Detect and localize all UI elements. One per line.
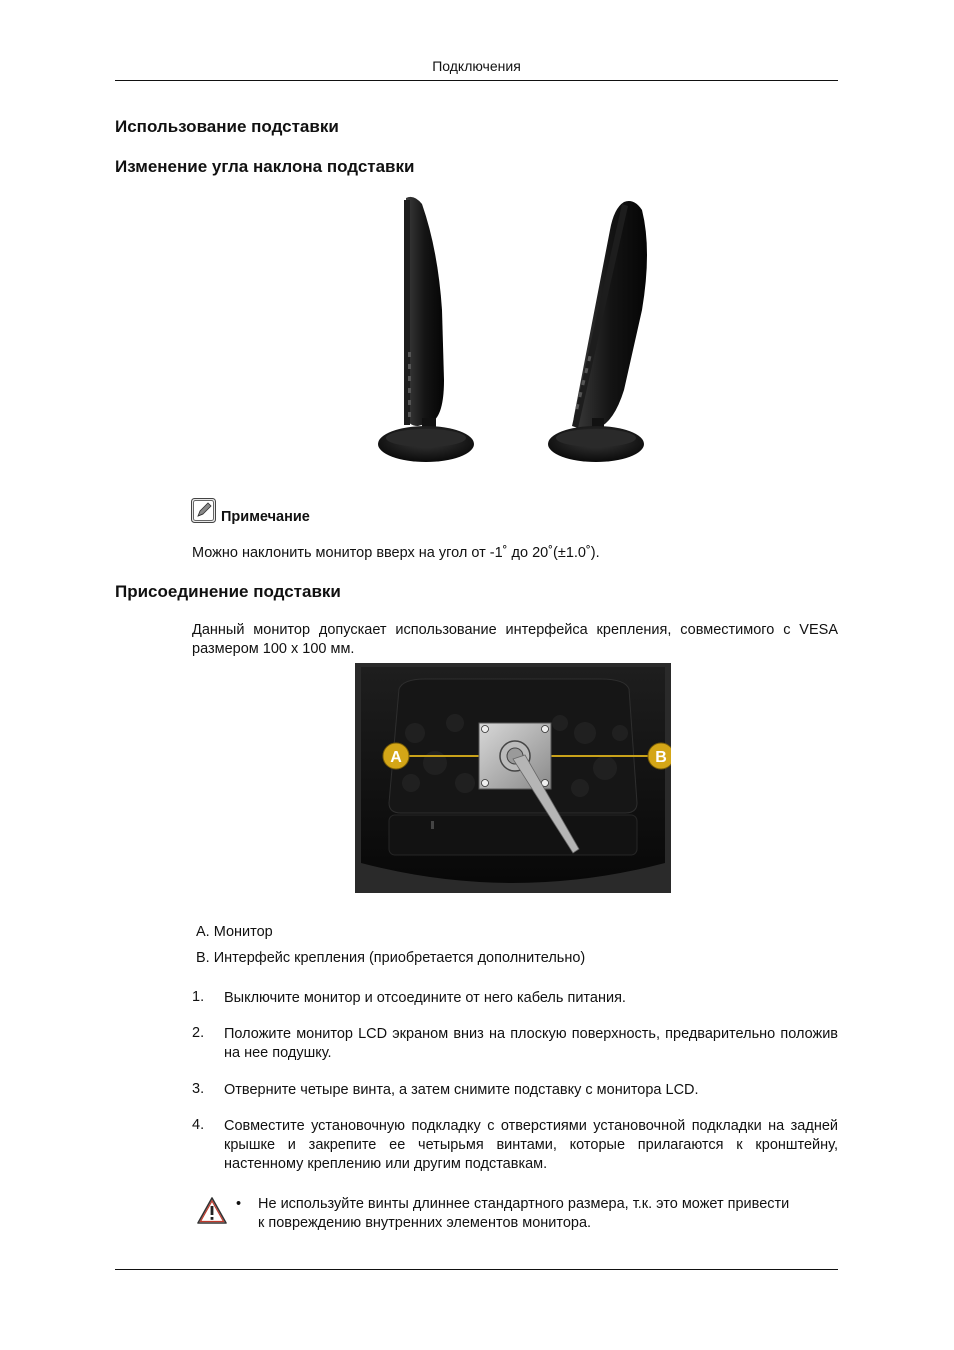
step-text: Совместите установочную подкладку с отверстиями установочной подкладки на задней крышке и закрепите ее четырьмя винтами, которые прилагаются к кронштейну, настенному креплению или другим подставкам. <box>224 1118 838 1172</box>
callout-b-label: B <box>655 749 667 766</box>
warning-bullet: • <box>236 1196 242 1212</box>
vesa-mount-figure <box>355 663 671 893</box>
step-text: Выключите монитор и отсоедините от него кабель питания. <box>224 990 626 1006</box>
step-text: Отверните четыре винта, а затем снимите подставку с монитора LCD. <box>224 1082 699 1098</box>
note-pencil-icon <box>191 498 216 523</box>
step-number: 3. <box>192 1081 205 1097</box>
step-number: 1. <box>192 989 205 1005</box>
warning-triangle-icon <box>196 1196 228 1226</box>
note-text: Можно наклонить монитор вверх на угол от -1˚ до 20˚(±1.0˚). <box>192 545 600 561</box>
footer-rule <box>115 1269 838 1270</box>
attach-intro: Данный монитор допускает использование интерфейса крепления, совместимого с VESA размером 100 x 100 мм. <box>192 622 838 657</box>
step-number: 2. <box>192 1025 205 1041</box>
heading-using-stand: Использование подставки <box>115 117 339 136</box>
heading-attaching-stand: Присоединение подставки <box>115 582 341 601</box>
header-rule <box>115 80 838 81</box>
callout-a-label: A <box>390 749 402 766</box>
legend-item-a: A. Монитор <box>196 924 273 940</box>
running-header: Подключения <box>432 58 521 74</box>
warning-text: Не используйте винты длиннее стандартного размера, т.к. это может привести к повреждению внутренних элементов монитора. <box>258 1196 790 1231</box>
tilt-illustration <box>370 190 660 470</box>
heading-tilt-angle: Изменение угла наклона подставки <box>115 157 415 176</box>
step-number: 4. <box>192 1117 205 1133</box>
note-label: Примечание <box>221 509 310 525</box>
monitor-tilted <box>548 201 647 462</box>
step-text: Положите монитор LCD экраном вниз на плоскую поверхность, предварительно положив на нее подушку. <box>224 1026 838 1061</box>
legend-item-b: B. Интерфейс крепления (приобретается дополнительно) <box>196 950 586 966</box>
monitor-upright <box>378 197 474 462</box>
